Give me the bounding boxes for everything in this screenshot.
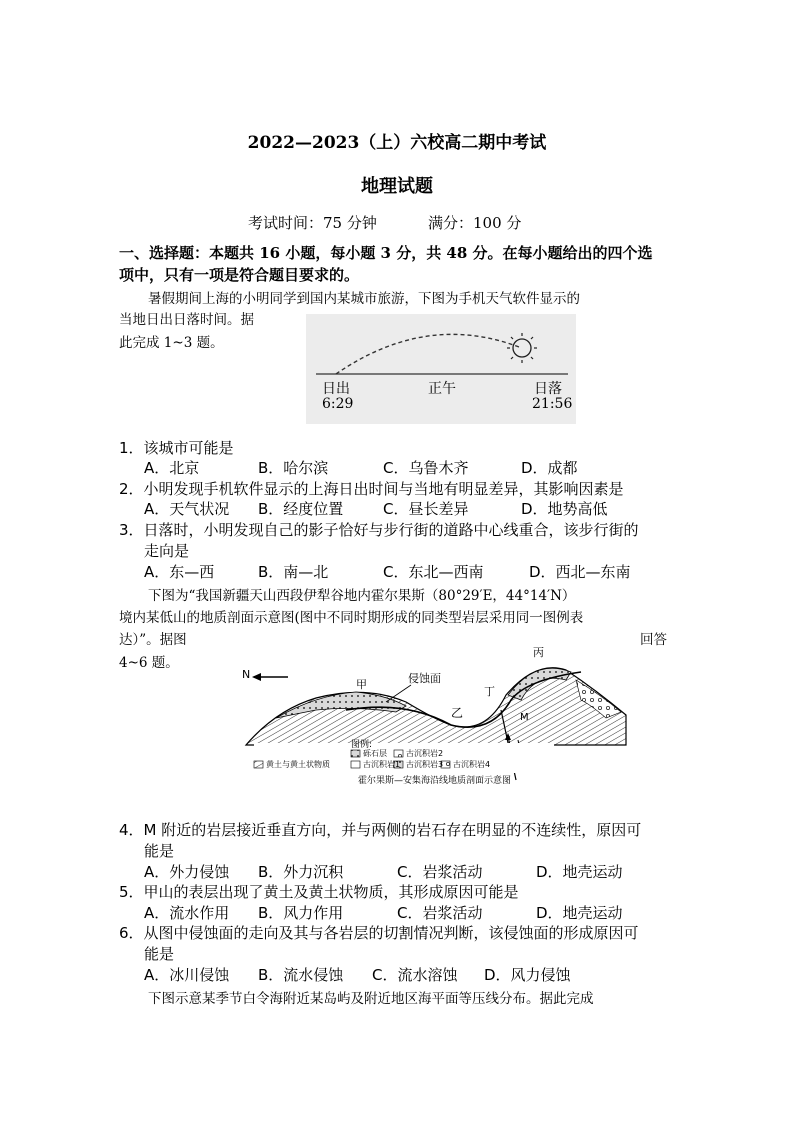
q3-option-d: D．西北—东南 [529, 563, 631, 581]
subject-title: 地理试题 [361, 176, 433, 197]
q6-option-c: C．流水溶蚀 [372, 966, 458, 984]
noon-label: 正午 [428, 381, 456, 397]
label-yi: 乙 [451, 706, 464, 720]
sunset-time: 21:56 [532, 396, 573, 412]
legend-ancient-rock-4: 古沉积岩4 [453, 760, 491, 769]
sunset-label: 日落 [534, 381, 562, 397]
intro3-line1: 下图示意某季节白令海附近某岛屿及附近地区海平面等压线分布。据此完成 [148, 991, 594, 1007]
legend-ancient-rock-3: 古沉积岩3 [406, 760, 444, 769]
q5-option-d: D．地壳运动 [536, 904, 623, 922]
intro1-line2: 当地日出日落时间。据 [119, 312, 254, 328]
sunrise-time: 6:29 [322, 396, 354, 412]
question-5-stem: 5．甲山的表层出现了黄土及黄土状物质，其形成原因可能是 [119, 883, 519, 901]
intro2-line3b: 回答 [640, 632, 667, 648]
full-score: 满分：100 分 [428, 214, 522, 232]
question-4-stem: 4．M 附近的岩层接近垂直方向，并与两侧的岩石存在明显的不连续性，原因可 [119, 821, 642, 839]
label-ding: 丁 [484, 685, 495, 698]
question-2-stem: 2．小明发现手机软件显示的上海日出时间与当地有明显差异，其影响因素是 [119, 480, 624, 498]
figure-caption: 霍尔果斯—安集海沿线地质剖面示意图 [358, 776, 512, 786]
q1-option-d: D．成都 [521, 459, 578, 477]
question-6-stem: 6．从图中侵蚀面的走向及其与各岩层的切割情况判断，该侵蚀面的形成原因可 [119, 924, 639, 942]
q3-option-a: A．东—西 [144, 563, 215, 581]
intro2-line1: 下图为“我国新疆天山西段伊犁谷地内霍尔果斯（80°29′E，44°14′N） [148, 588, 576, 604]
q2-option-c: C．昼长差异 [383, 500, 469, 518]
north-label: N [242, 668, 251, 681]
sunrise-label: 日出 [322, 381, 350, 397]
intro2-line2: 境内某低山的地质剖面示意图(图中不同时期形成的同类型岩层采用同一图例表 [119, 610, 584, 626]
legend-ancient-rock-2: 古沉积岩2 [406, 749, 444, 758]
sun-arc [336, 334, 519, 374]
q5-option-a: A．流水作用 [144, 904, 230, 922]
intro1-line3: 此完成 1~3 题。 [119, 335, 224, 351]
legend-gravel: 砾石层 [363, 749, 387, 758]
sun-icon [507, 333, 537, 363]
q6-option-b: B．流水侵蚀 [258, 966, 344, 984]
question-6-stem-cont: 能是 [144, 945, 175, 963]
q4-option-c: C．岩浆活动 [397, 863, 483, 881]
intro2-line3a: 达）”。据图 [119, 632, 187, 648]
section-heading-line1: 一、选择题：本题共 16 小题，每小题 3 分，共 48 分。在每小题给出的四个选 [119, 244, 653, 262]
intro1-line1: 暑假期间上海的小明同学到国内某城市旅游，下图为手机天气软件显示的 [148, 291, 580, 307]
q6-option-a: A．冰川侵蚀 [144, 966, 230, 984]
question-4-stem-cont: 能是 [144, 842, 175, 860]
sunrise-sunset-figure [306, 314, 576, 424]
question-3-stem: 3．日落时，小明发现自己的影子恰好与步行街的道路中心线重合，该步行街的 [119, 521, 639, 539]
q4-option-a: A．外力侵蚀 [144, 863, 230, 881]
label-jia: 甲 [356, 678, 367, 691]
q1-option-c: C．乌鲁木齐 [383, 459, 469, 477]
label-m: M [520, 712, 529, 723]
q2-option-a: A．天气状况 [144, 500, 230, 518]
q1-option-b: B．哈尔滨 [258, 459, 329, 477]
q3-option-c: C．东北—西南 [383, 563, 484, 581]
q6-option-d: D．风力侵蚀 [484, 966, 571, 984]
question-1-stem: 1．该城市可能是 [119, 439, 234, 457]
geologic-profile-figure [236, 640, 636, 790]
q1-option-a: A．北京 [144, 459, 200, 477]
q2-option-b: B．经度位置 [258, 500, 344, 518]
legend-loess: 黄土与黄土状物质 [266, 760, 330, 769]
q5-option-b: B．风力作用 [258, 904, 344, 922]
exam-time: 考试时间：75 分钟 [248, 214, 377, 232]
north-arrow-icon [252, 673, 288, 681]
label-erosion-surface: 侵蚀面 [408, 672, 441, 685]
question-3-stem-cont: 走向是 [144, 542, 190, 560]
q5-option-c: C．岩浆活动 [397, 904, 483, 922]
q3-option-b: B．南—北 [258, 563, 329, 581]
legend-title: 图例: [351, 740, 373, 750]
exam-title: 2022—2023（上）六校高二期中考试 [247, 133, 547, 153]
q4-option-b: B．外力沉积 [258, 863, 344, 881]
section-heading-line2: 项中，只有一项是符合题目要求的。 [119, 266, 360, 284]
q4-option-d: D．地壳运动 [536, 863, 623, 881]
q2-option-d: D．地势高低 [521, 500, 608, 518]
intro2-line4: 4~6 题。 [119, 655, 179, 671]
label-bing: 丙 [533, 646, 544, 659]
legend-ancient-rock-1: 古沉积岩1 [363, 760, 401, 769]
